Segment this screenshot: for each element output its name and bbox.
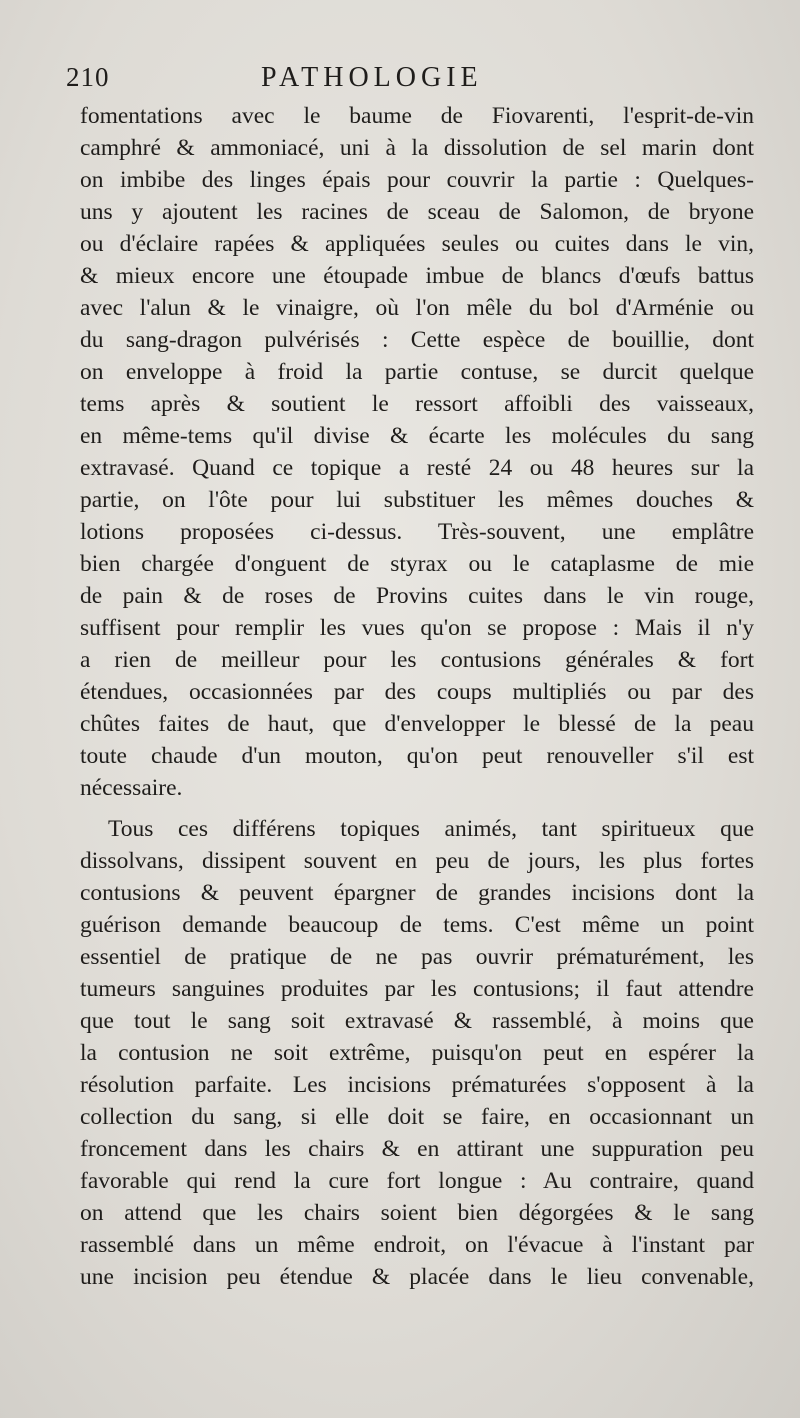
text-line: la contusion ne soit extrême, puisqu'on peut en espérer la — [80, 1040, 754, 1066]
text-line: de pain & de roses de Provins cuites dans le vin rouge, — [80, 583, 754, 609]
text-line: contusions & peuvent épargner de grandes incisions dont la — [80, 880, 754, 906]
text-line: & mieux encore une étoupade imbue de blancs d'œufs battus — [80, 263, 754, 289]
text-line: bien chargée d'onguent de styrax ou le cataplasme de mie — [80, 551, 754, 577]
text-line: camphré & ammoniacé, uni à la dissolution de sel marin dont — [80, 135, 754, 161]
text-line: essentiel de pratique de ne pas ouvrir prématurément, les — [80, 944, 754, 970]
text-line: avec l'alun & le vinaigre, où l'on mêle du bol d'Arménie ou — [80, 295, 754, 321]
text-line: guérison demande beaucoup de tems. C'est même un point — [80, 912, 754, 938]
text-line: suffisent pour remplir les vues qu'on se propose : Mais il n'y — [80, 615, 754, 641]
text-line: du sang-dragon pulvérisés : Cette espèce de bouillie, dont — [80, 327, 754, 353]
text-line: on imbibe des linges épais pour couvrir la partie : Quelques- — [80, 167, 754, 193]
text-line: tems après & soutient le ressort affoibli des vaisseaux, — [80, 391, 754, 417]
text-line: que tout le sang soit extravasé & rassemblé, à moins que — [80, 1008, 754, 1034]
text-line: nécessaire. — [80, 775, 183, 801]
text-line: ou d'éclaire rapées & appliquées seules ou cuites dans le vin, — [80, 231, 754, 257]
text-line: a rien de meilleur pour les contusions générales & fort — [80, 647, 754, 673]
text-line: tumeurs sanguines produites par les contusions; il faut attendre — [80, 976, 754, 1002]
text-line: fomentations avec le baume de Fiovarenti, l'esprit-de-vin — [80, 103, 754, 129]
text-line: toute chaude d'un mouton, qu'on peut renouveller s'il est — [80, 743, 754, 769]
text-line: on enveloppe à froid la partie contuse, se durcit quelque — [80, 359, 754, 385]
text-line: favorable qui rend la cure fort longue : Au contraire, quand — [80, 1168, 754, 1194]
text-line: en même-tems qu'il divise & écarte les molécules du sang — [80, 423, 754, 449]
text-line: on attend que les chairs soient bien dégorgées & le sang — [80, 1200, 754, 1226]
page-header — [66, 62, 766, 96]
text-line: dissolvans, dissipent souvent en peu de jours, les plus fortes — [80, 848, 754, 874]
text-line: partie, on l'ôte pour lui substituer les mêmes douches & — [80, 487, 754, 513]
page-number: 210 — [66, 62, 110, 92]
text-line: collection du sang, si elle doit se faire, en occasionnant un — [80, 1104, 754, 1130]
text-line: chûtes faites de haut, que d'envelopper le blessé de la peau — [80, 711, 754, 737]
text-line: extravasé. Quand ce topique a resté 24 ou 48 heures sur la — [80, 455, 754, 481]
text-line: résolution parfaite. Les incisions prématurées s'opposent à la — [80, 1072, 754, 1098]
body-text — [80, 100, 754, 1293]
text-line: uns y ajoutent les racines de sceau de Salomon, de bryone — [80, 199, 754, 225]
text-line: froncement dans les chairs & en attirant une suppuration peu — [80, 1136, 754, 1162]
text-line: Tous ces différens topiques animés, tant spiritueux que — [108, 816, 754, 842]
text-line: une incision peu étendue & placée dans le lieu convenable, — [80, 1264, 754, 1290]
paragraph-1 — [80, 100, 754, 804]
running-head: PATHOLOGIE — [261, 62, 483, 93]
text-line: rassemblé dans un même endroit, on l'évacue à l'instant par — [80, 1232, 754, 1258]
text-line: lotions proposées ci-dessus. Très-souvent, une emplâtre — [80, 519, 754, 545]
paragraph-2 — [80, 813, 754, 1293]
text-line: étendues, occasionnées par des coups multipliés ou par des — [80, 679, 754, 705]
